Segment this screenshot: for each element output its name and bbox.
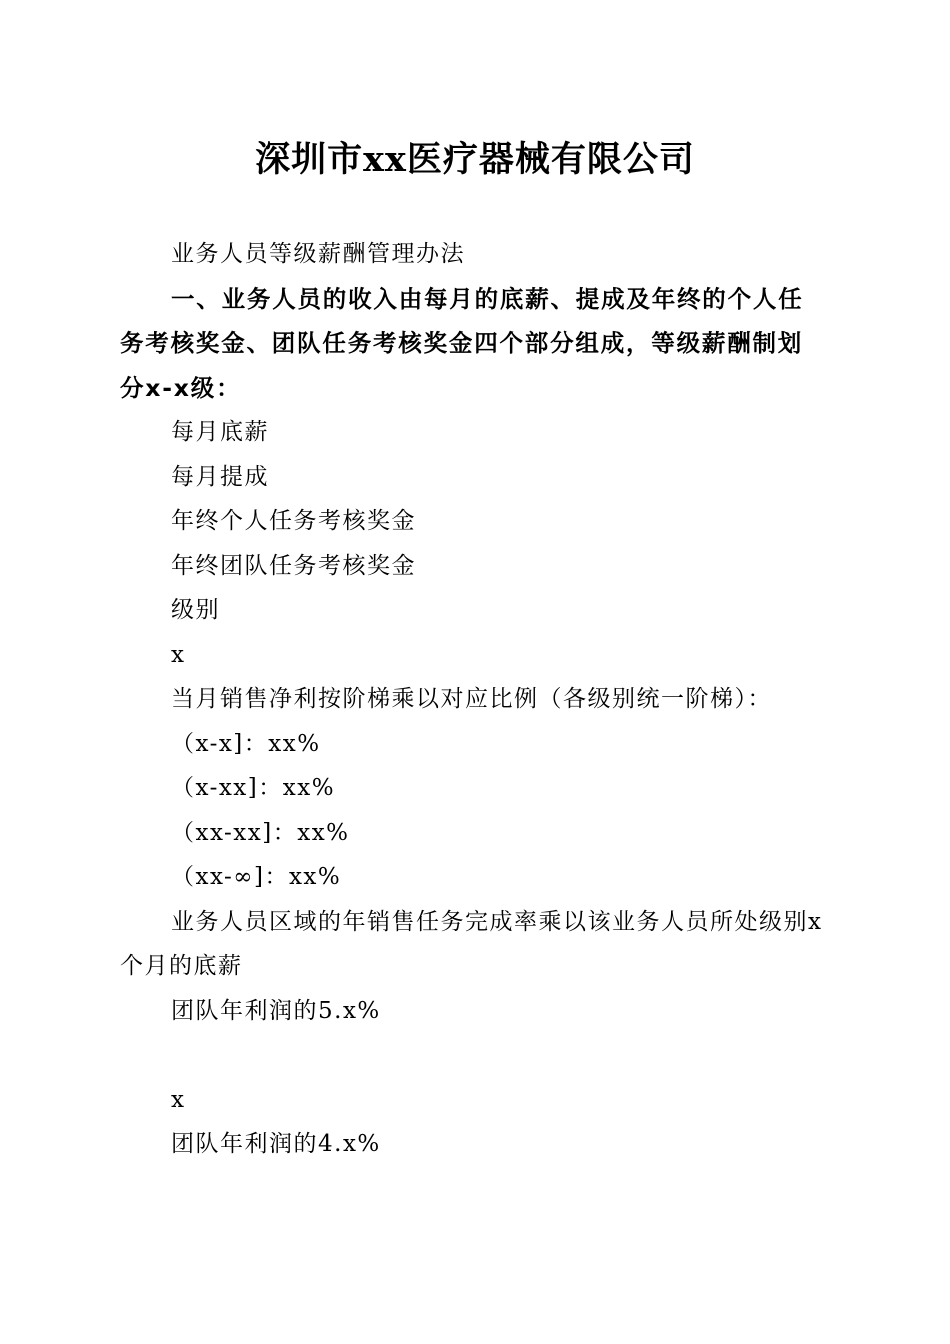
item-monthly-base-salary: 每月底薪 xyxy=(171,419,269,445)
personal-bonus-rule: 业务人员区域的年销售任务完成率乘以该业务人员所处级别x个月的底薪 xyxy=(120,908,823,979)
income-composition-heading: 一、业务人员的收入由每月的底薪、提成及年终的个人任务考核奖金、团队任务考核奖金四个部分组成，等级薪酬制划分x-x级： xyxy=(120,284,804,402)
commission-rule: 当月销售净利按阶梯乘以对应比例（各级别统一阶梯）： xyxy=(171,686,772,712)
item-level-label: 级别 xyxy=(171,597,220,623)
team-profit-rate-2: 团队年利润的4.x% xyxy=(171,1131,381,1157)
level-value-2: x xyxy=(171,1086,186,1113)
commission-tier-4: （xx-∞]：xx% xyxy=(171,864,342,890)
commission-tier-1: （x-x]：xx% xyxy=(171,730,321,757)
blank-line xyxy=(120,1033,828,1078)
commission-tier-3: （xx-xx]：xx% xyxy=(171,819,350,846)
document-body xyxy=(120,232,828,1167)
item-level-value: x xyxy=(171,641,186,668)
document-title: 深圳市xx医疗器械有限公司 xyxy=(255,139,695,180)
commission-tier-2: （x-xx]：xx% xyxy=(171,775,336,801)
item-annual-personal-bonus: 年终个人任务考核奖金 xyxy=(171,508,416,534)
item-monthly-commission: 每月提成 xyxy=(171,463,269,490)
doc-subtitle: 业务人员等级薪酬管理办法 xyxy=(171,241,465,267)
team-profit-rate-1: 团队年利润的5.x% xyxy=(171,997,381,1024)
item-annual-team-bonus: 年终团队任务考核奖金 xyxy=(171,552,416,579)
